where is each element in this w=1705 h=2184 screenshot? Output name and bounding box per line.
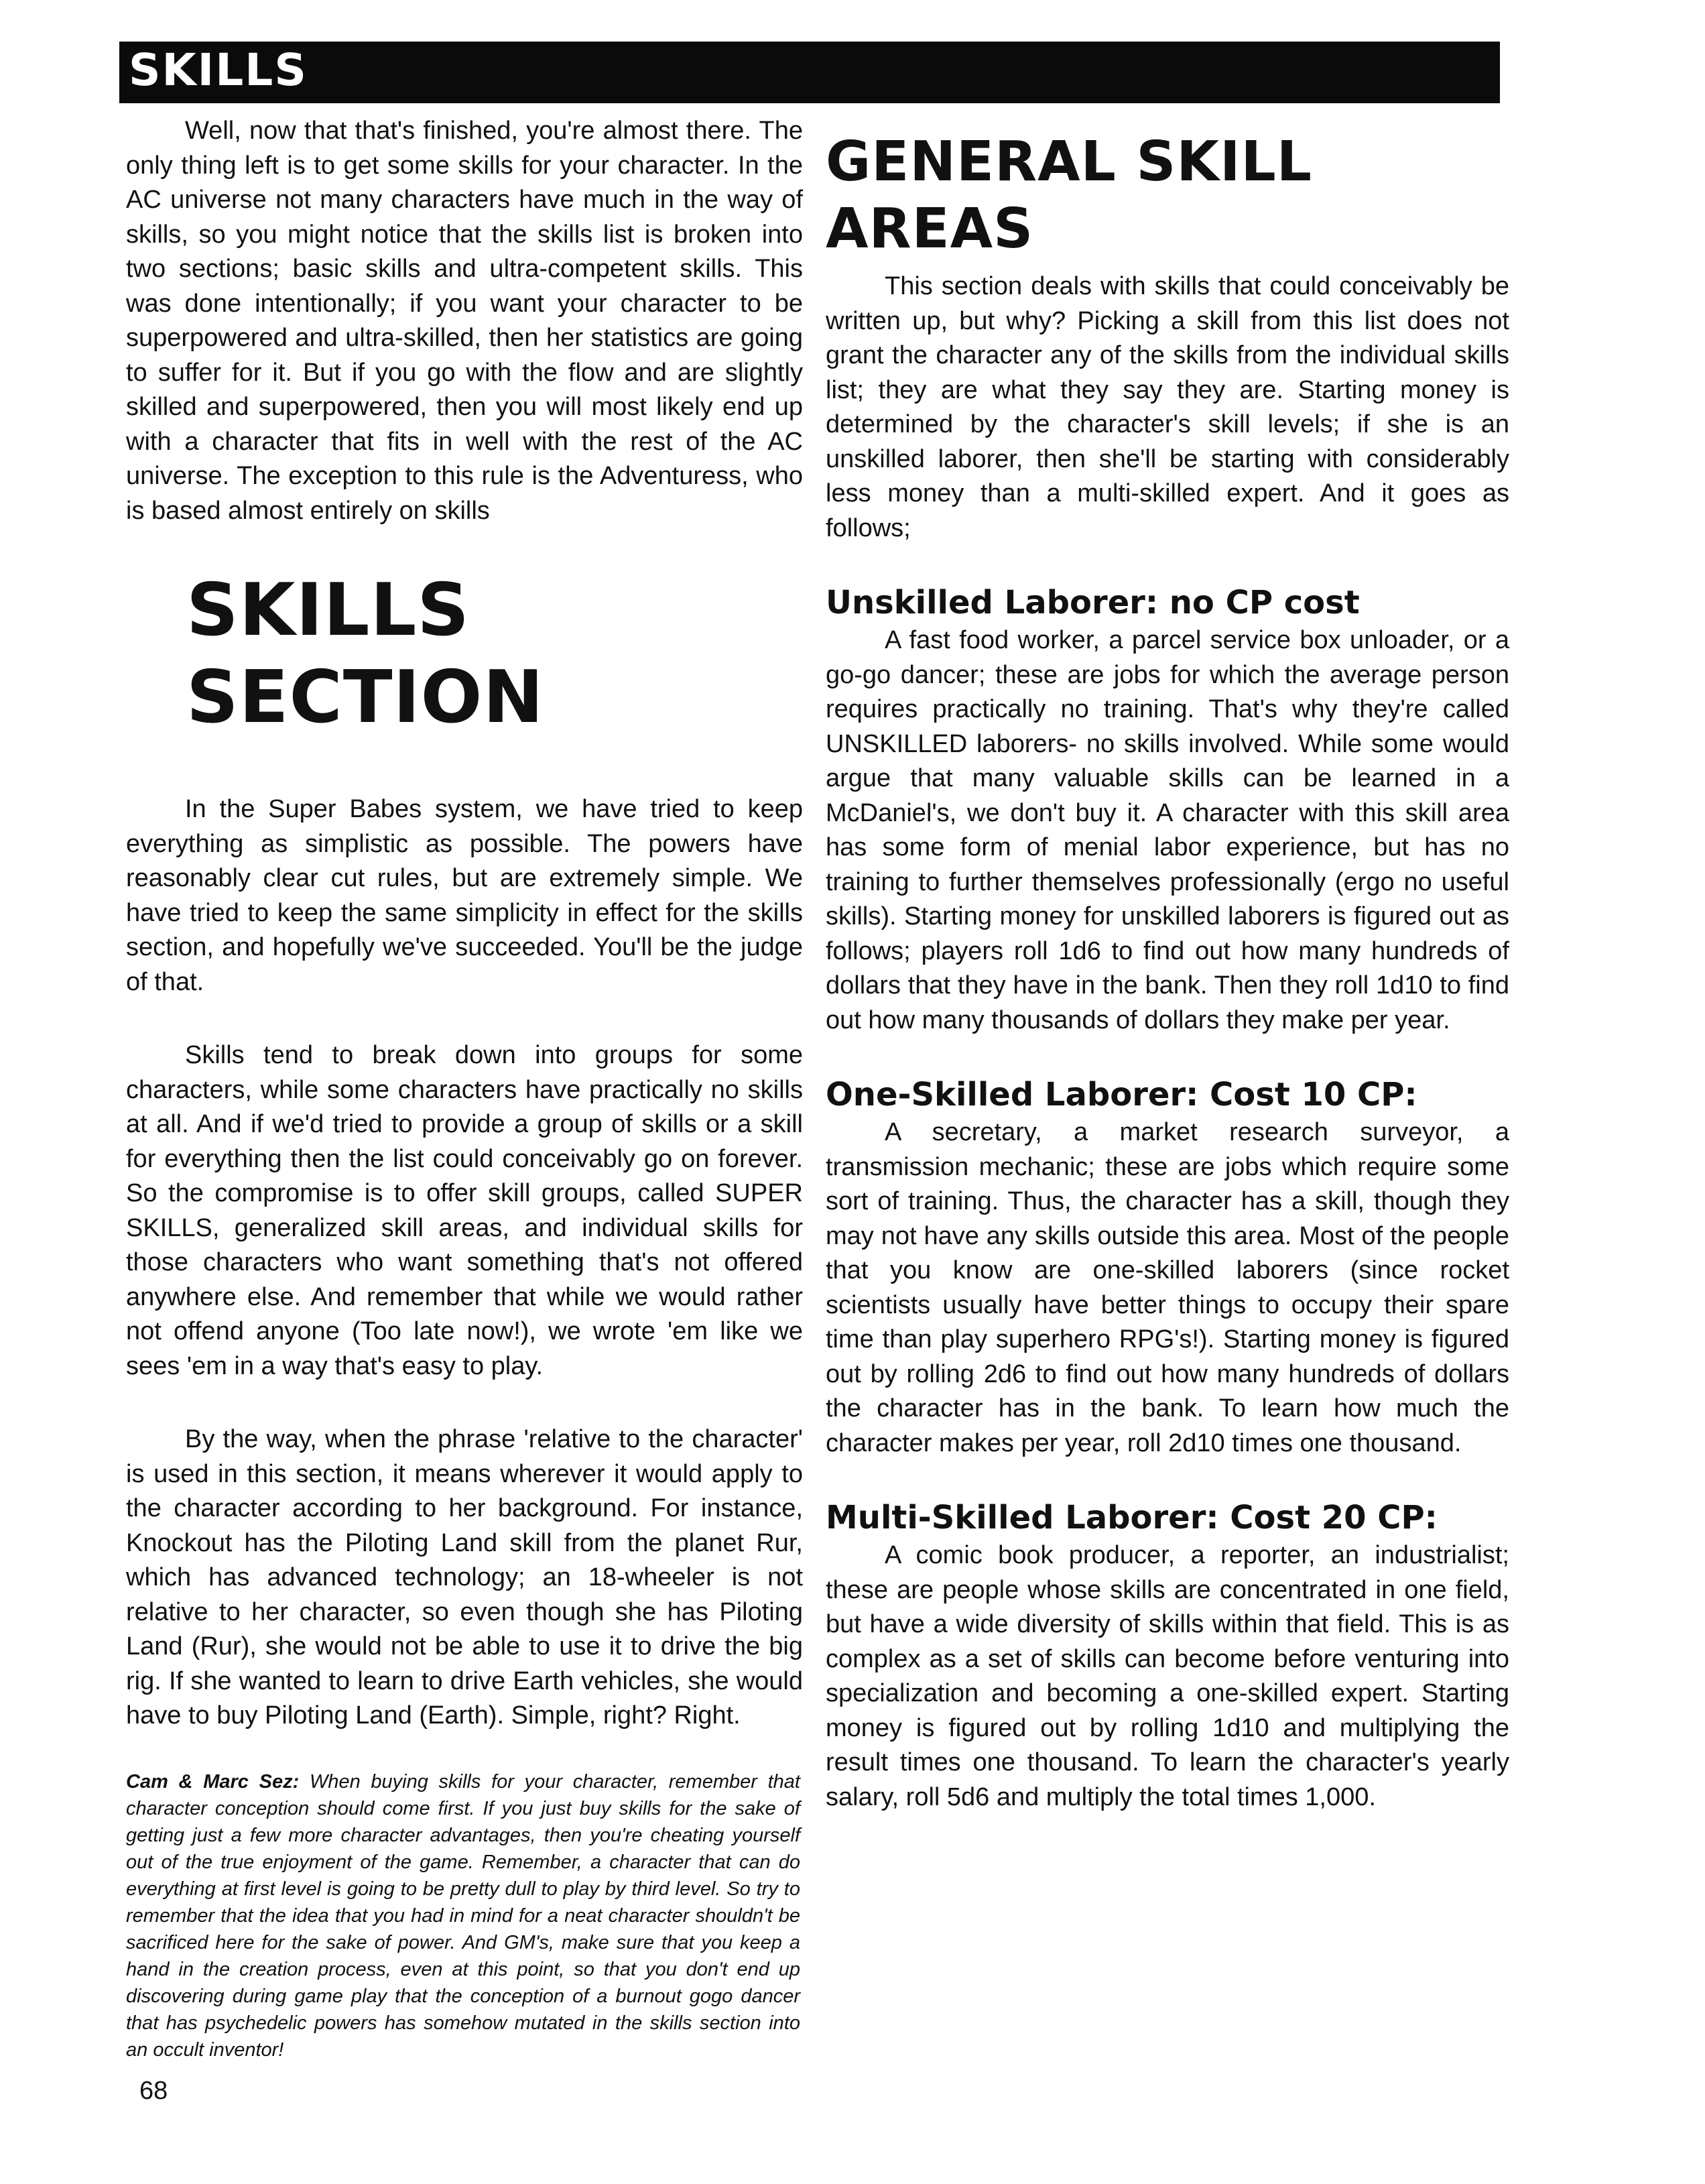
multi-skilled-paragraph: A comic book producer, a reporter, an industrialist; these are people whose skills are concentrated in one field, but have a wide diversity of skills within that field. This is as complex as a set of skills can become before venturing into specialization and becoming a one-skilled expert. Starting money is figured out by rolling 1d10 and multiplying the result times one thousand. To learn the character's yearly salary, roll 5d6 and multiply the total times 1,000. — [826, 1541, 1509, 1811]
general-skill-areas-title: GENERAL SKILL AREAS — [826, 130, 1312, 261]
sidebar-label: Cam & Marc Sez: — [126, 1770, 300, 1793]
system-paragraph: In the Super Babes system, we have tried to keep everything as simplistic as possible. The powers have reasonably clear cut rules, but are extremely simple. We have tried to keep the same simplicity in effect for the skills section, and hopefully we've succeeded. You'll be the judge of that. — [126, 795, 803, 996]
one-skilled-paragraph: A secretary, a market research surveyor, a transmission mechanic; these are jobs which require some sort of training. Thus, the character has a skill, though they may not have any skills outside this area. Most of the people that you know are one-skilled laborers (since rocket scientists usually have better things to occupy their spare time than play superhero RPG's!). Starting money is figured out by rolling 2d6 to find out how many hundreds of dollars the character has in the bank. To learn how much the character makes per year, roll 2d10 times one thousand. — [826, 1118, 1509, 1457]
intro-paragraph: Well, now that that's finished, you're almost there. The only thing left is to get some skills for your character. In the AC universe not many characters have much in the way of skills, so you might notice that the skills list is broken into two sections; basic skills and ultra-competent skills. This was done intentionally; if you want your character to be superpowered and ultra-skilled, then her statistics are going to suffer for it. But if you go with the flow and are slightly skilled and superpowered, then you will most likely end up with a character that fits in well with the rest of the AC universe. The exception to this rule is the Adventuress, who is based almost entirely on skills — [126, 117, 803, 525]
sidebar-text: When buying skills for your character, remember that character conception should come first. If you just buy skills for the sake of getting just a few more character advantages, then you're cheating yourself out of the true enjoyment of the game. Remember, a character that can do everything at first level is going to be pretty dull to play by third level. So try to remember that the idea that you had in mind for a neat character shouldn't be sacrificed here for the sake of power. And GM's, make sure that you keep a hand in the creation process, even at this point, so that you don't end up discovering during game play that the conception of a burnout gogo dancer that has psychedelic powers has somehow mutated in the skills section into an occult inventor! — [126, 1770, 800, 2061]
unskilled-paragraph: A fast food worker, a parcel service box unloader, or a go-go dancer; these are jobs for which the average person requires practically no training. That's why they're called UNSKILLED laborers- no skills involved. While some would argue that many valuable skills can be learned in a McDaniel's, we don't buy it. A character with this skill area has some form of menial labor experience, but has no training to further themselves professionally (ergo no useful skills). Starting money for unskilled laborers is figured out as follows; players roll 1d6 to find out how many hundreds of dollars that they have in the bank. Then they roll 1d10 to find out how many thousands of dollars they make per year. — [826, 626, 1509, 1034]
unskilled-heading: Unskilled Laborer: no CP cost — [826, 584, 1360, 621]
skills-section-title: SKILLS SECTION — [186, 568, 544, 739]
left-column — [126, 114, 803, 2063]
multi-skilled-heading: Multi-Skilled Laborer: Cost 20 CP: — [826, 1499, 1438, 1536]
page-number: 68 — [139, 2077, 168, 2105]
section-header-bar — [119, 42, 1500, 103]
section-header-title: SKILLS — [129, 44, 308, 96]
cam-marc-sidebar — [126, 1768, 803, 2063]
general-intro-paragraph: This section deals with skills that could conceivably be written up, but why? Picking a skill from this list does not grant the character any of the skills from the individual skills list; they are what they say they are. Starting money is determined by the character's skill levels; if she is an unskilled laborer, then she'll be starting with considerably less money than a multi-skilled expert. And it goes as follows; — [826, 272, 1509, 542]
skill-groups-paragraph: Skills tend to break down into groups for some characters, while some characters have practically no skills at all. And if we'd tried to provide a group of skills or a skill for everything then the list could conceivably go on forever. So the compromise is to offer skill groups, called SUPER SKILLS, generalized skill areas, and individual skills for those characters who want something that's not offered anywhere else. And remember that while we would rather not offend anyone (Too late now!), we wrote 'em like we sees 'em in a way that's easy to play. — [126, 1041, 803, 1380]
one-skilled-heading: One-Skilled Laborer: Cost 10 CP: — [826, 1076, 1417, 1113]
relative-paragraph: By the way, when the phrase 'relative to the character' is used in this section, it means wherever it would apply to the character according to her background. For instance, Knockout has the Piloting Land skill from the planet Rur, which has advanced technology; an 18-wheeler is not relative to her character, so even though she has Piloting Land (Rur), she would not be able to use it to drive the big rig. If she wanted to learn to drive Earth vehicles, she would have to buy Piloting Land (Earth). Simple, right? Right. — [126, 1425, 803, 1730]
right-column — [826, 114, 1509, 1815]
